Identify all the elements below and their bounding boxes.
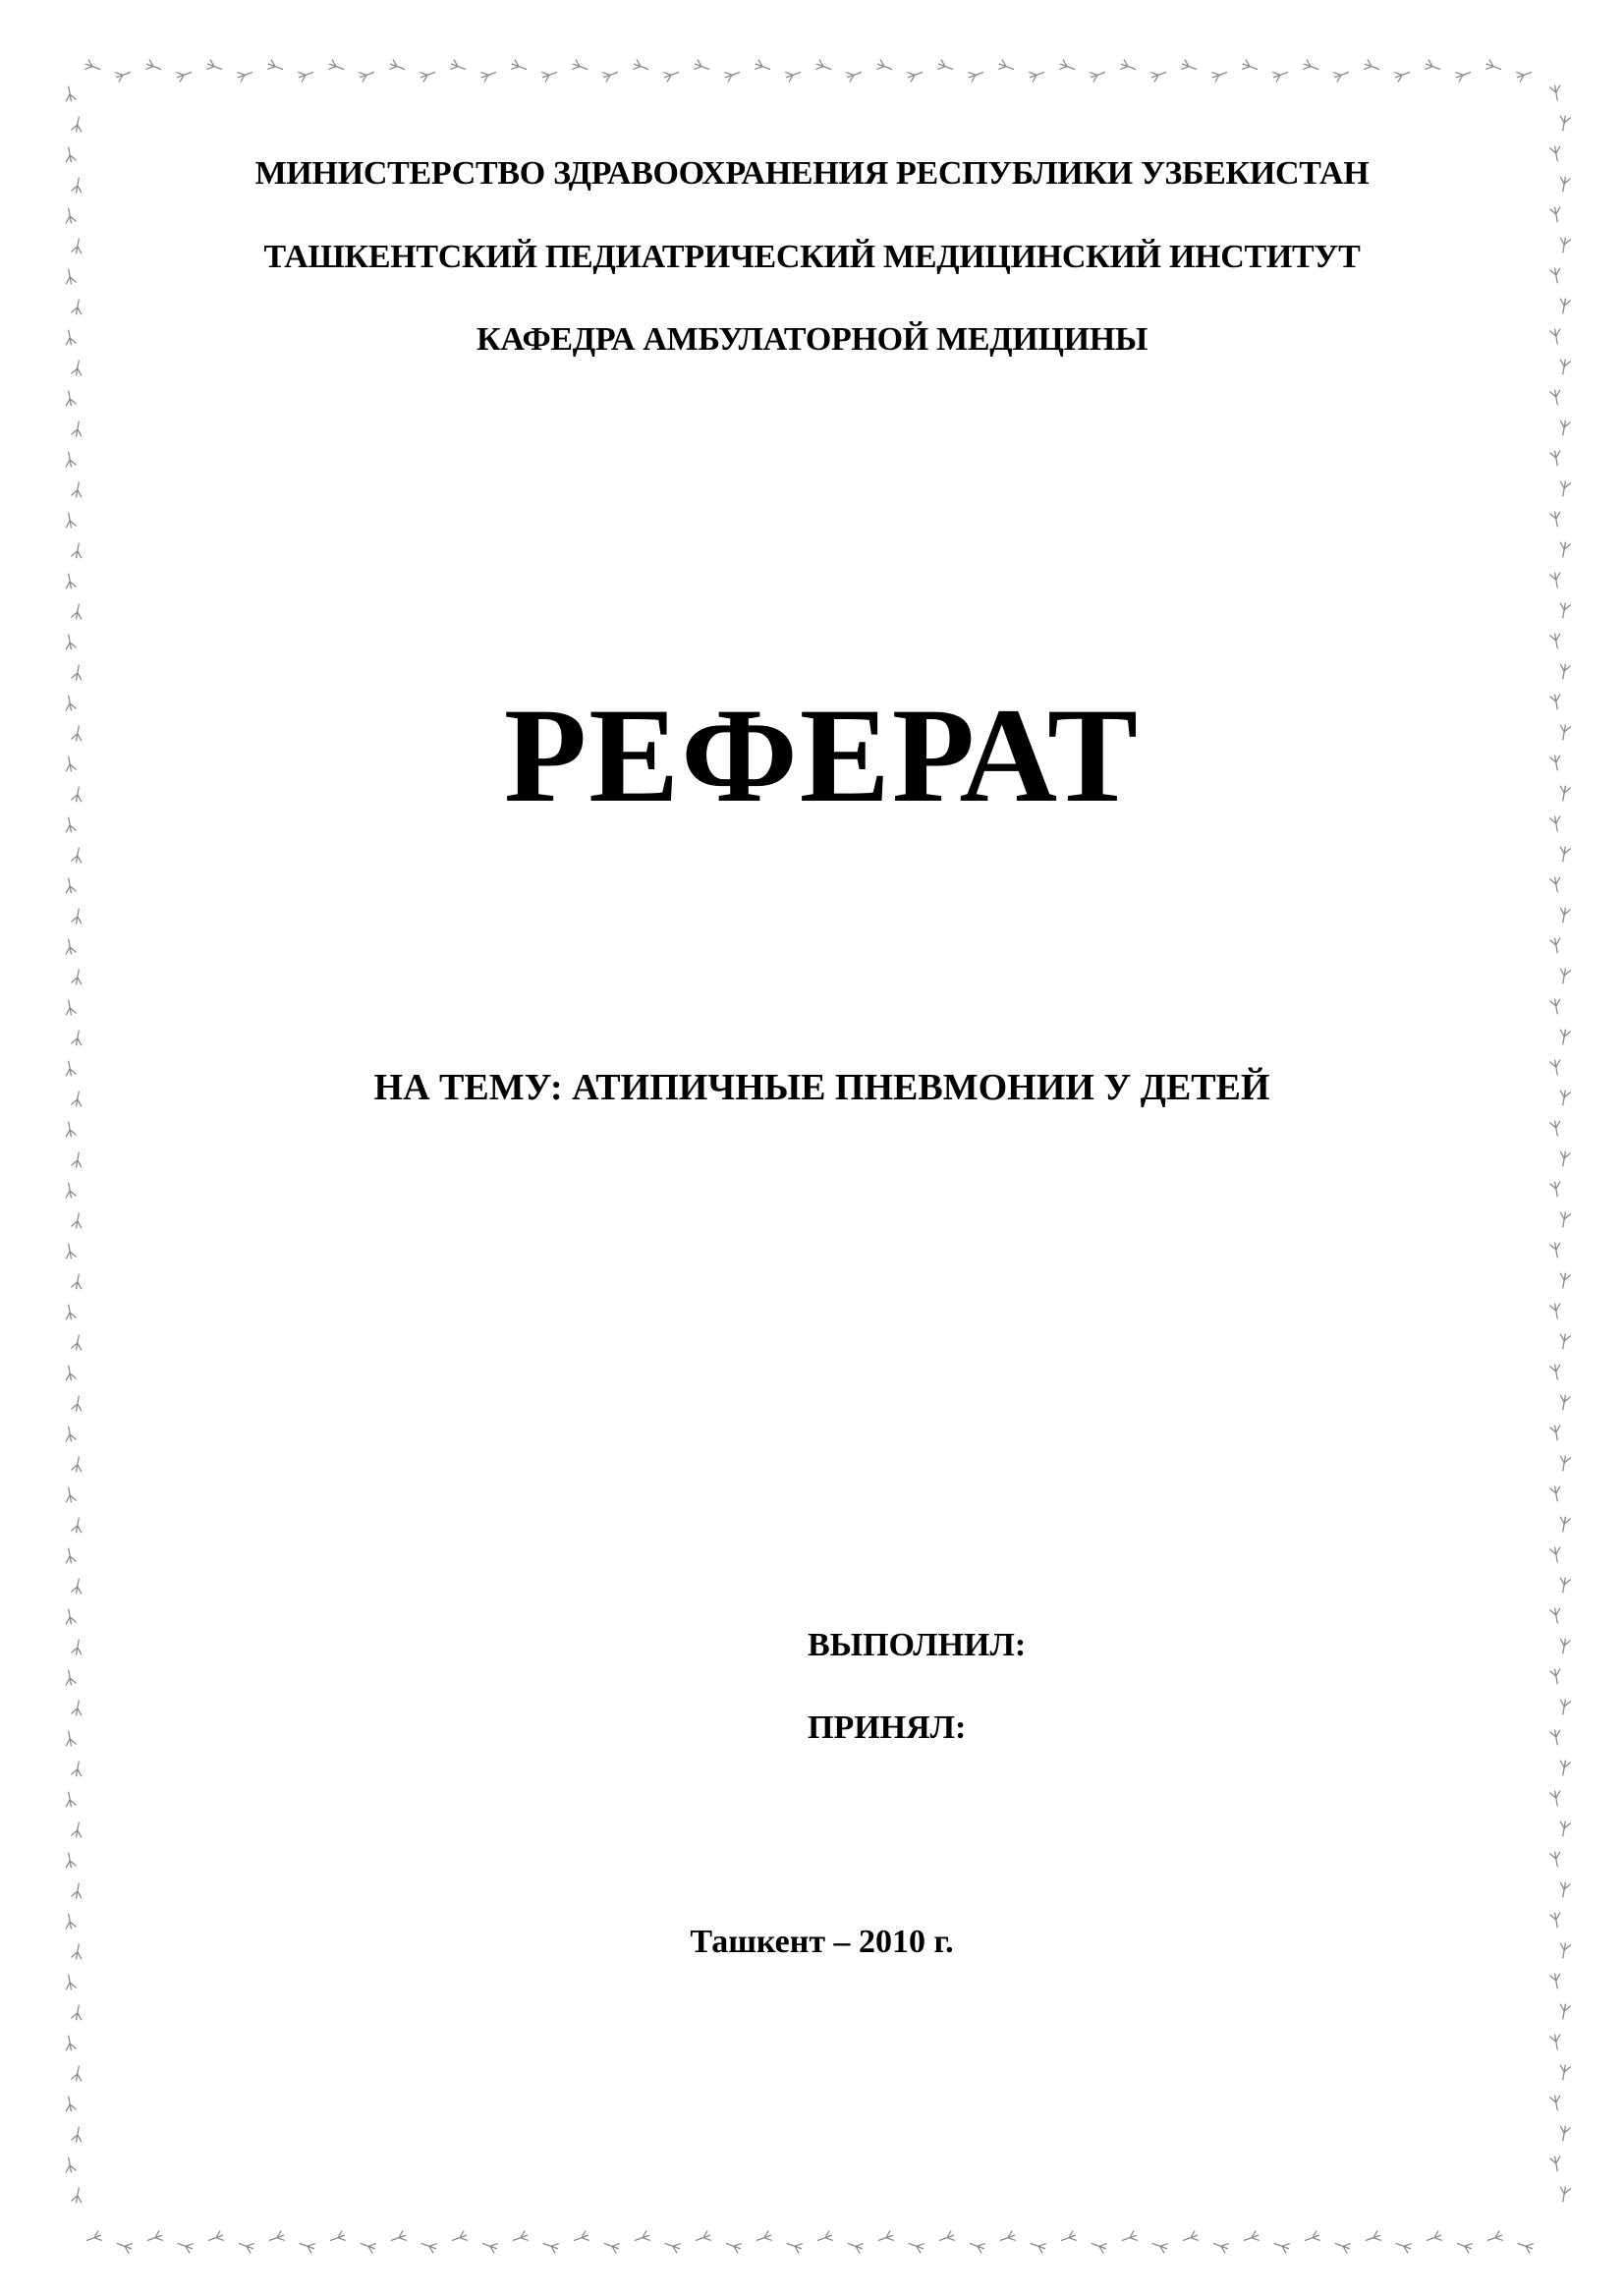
ministry-heading: МИНИСТЕРСТВО ЗДРАВООХРАНЕНИЯ РЕСПУБЛИКИ УЗБЕКИСТАН bbox=[254, 155, 1370, 192]
border-track-icon bbox=[1550, 633, 1562, 649]
border-track-icon bbox=[390, 2231, 408, 2246]
border-track-icon bbox=[1550, 1668, 1562, 1685]
border-track-icon bbox=[1550, 1790, 1562, 1807]
border-track-icon bbox=[1558, 602, 1570, 619]
border-track-icon bbox=[1486, 2231, 1504, 2246]
border-track-icon bbox=[1120, 60, 1138, 75]
border-track-icon bbox=[1182, 2231, 1200, 2246]
border-track-icon bbox=[64, 1547, 76, 1564]
border-track-icon bbox=[633, 60, 650, 75]
border-track-icon bbox=[1060, 2231, 1078, 2246]
border-track-icon bbox=[72, 1578, 84, 1595]
document-title: РЕФЕРАТ bbox=[503, 680, 1141, 830]
border-track-icon bbox=[177, 2239, 195, 2254]
border-track-icon bbox=[663, 68, 681, 83]
border-track-icon bbox=[206, 60, 224, 75]
accepted-by-label: ПРИНЯЛ: bbox=[808, 1709, 967, 1746]
border-track-icon bbox=[1456, 2239, 1474, 2254]
border-track-icon bbox=[72, 1395, 84, 1412]
border-track-icon bbox=[72, 2065, 84, 2082]
border-track-icon bbox=[64, 573, 76, 589]
border-track-icon bbox=[846, 68, 864, 83]
border-track-icon bbox=[1150, 68, 1168, 83]
border-track-icon bbox=[1550, 450, 1562, 467]
border-track-icon bbox=[1365, 2231, 1382, 2246]
border-track-icon bbox=[1558, 968, 1570, 984]
border-track-icon bbox=[1550, 1851, 1562, 1868]
department-heading: КАФЕДРА АМБУЛАТОРНОЙ МЕДИЦИНЫ bbox=[476, 321, 1148, 358]
border-track-icon bbox=[1558, 1577, 1570, 1594]
border-track-icon bbox=[1273, 2239, 1291, 2254]
border-track-icon bbox=[1394, 68, 1412, 83]
border-track-icon bbox=[1558, 359, 1570, 375]
border-track-icon bbox=[725, 2239, 743, 2254]
border-track-icon bbox=[84, 60, 102, 75]
border-track-icon bbox=[72, 2004, 84, 2021]
border-track-icon bbox=[1558, 1029, 1570, 1045]
border-track-icon bbox=[64, 1182, 76, 1199]
border-track-icon bbox=[72, 1456, 84, 1473]
border-track-icon bbox=[145, 60, 163, 75]
border-track-icon bbox=[1550, 1973, 1562, 1989]
border-track-icon bbox=[1333, 68, 1351, 83]
border-track-icon bbox=[1091, 2239, 1108, 2254]
border-track-icon bbox=[72, 116, 84, 133]
border-track-icon bbox=[1211, 68, 1229, 83]
border-track-icon bbox=[1550, 2156, 1562, 2172]
border-track-icon bbox=[1558, 907, 1570, 924]
border-track-icon bbox=[72, 1821, 84, 1838]
border-track-icon bbox=[785, 68, 803, 83]
border-track-icon bbox=[1550, 1546, 1562, 1563]
border-track-icon bbox=[64, 1791, 76, 1808]
border-track-icon bbox=[1550, 1303, 1562, 1319]
border-track-icon bbox=[1558, 663, 1570, 680]
border-track-icon bbox=[64, 512, 76, 529]
border-track-icon bbox=[572, 60, 589, 75]
border-track-icon bbox=[64, 999, 76, 1016]
border-track-icon bbox=[1558, 1699, 1570, 1715]
border-track-icon bbox=[72, 481, 84, 498]
border-track-icon bbox=[1550, 84, 1562, 101]
border-track-icon bbox=[1550, 2095, 1562, 2111]
city-year-footer: Ташкент – 2010 г. bbox=[690, 1924, 954, 1960]
border-track-icon bbox=[72, 2126, 84, 2143]
border-track-icon bbox=[1516, 68, 1534, 83]
border-track-icon bbox=[238, 2239, 255, 2254]
border-track-icon bbox=[1550, 1181, 1562, 1198]
border-track-icon bbox=[85, 2231, 103, 2246]
border-track-icon bbox=[1558, 2125, 1570, 2142]
border-track-icon bbox=[1550, 572, 1562, 588]
border-track-icon bbox=[1121, 2231, 1139, 2246]
border-track-icon bbox=[64, 1852, 76, 1869]
border-track-icon bbox=[573, 2231, 590, 2246]
border-track-icon bbox=[1558, 1881, 1570, 1898]
border-right-edge bbox=[1550, 84, 1571, 2203]
border-track-icon bbox=[451, 2231, 469, 2246]
border-track-icon bbox=[664, 2239, 682, 2254]
border-track-icon bbox=[116, 2239, 134, 2254]
border-track-icon bbox=[359, 68, 376, 83]
border-track-icon bbox=[420, 68, 437, 83]
border-track-icon bbox=[1550, 1729, 1562, 1746]
border-track-icon bbox=[389, 60, 407, 75]
border-track-icon bbox=[1550, 876, 1562, 893]
border-track-icon bbox=[72, 360, 84, 376]
border-track-icon bbox=[1558, 420, 1570, 436]
border-track-icon bbox=[756, 2231, 773, 2246]
border-track-icon bbox=[1517, 2239, 1535, 2254]
border-track-icon bbox=[64, 1974, 76, 1990]
border-track-icon bbox=[1558, 1455, 1570, 1472]
border-track-icon bbox=[64, 2035, 76, 2051]
border-track-icon bbox=[72, 2187, 84, 2204]
border-track-icon bbox=[64, 390, 76, 407]
border-track-icon bbox=[72, 1334, 84, 1351]
border-track-icon bbox=[1304, 2231, 1321, 2246]
border-track-icon bbox=[1334, 2239, 1352, 2254]
border-track-icon bbox=[815, 60, 833, 75]
border-track-icon bbox=[1242, 60, 1260, 75]
border-track-icon bbox=[1558, 1394, 1570, 1411]
border-track-icon bbox=[1558, 1333, 1570, 1350]
border-track-icon bbox=[1550, 998, 1562, 1015]
border-track-icon bbox=[1212, 2239, 1230, 2254]
border-track-icon bbox=[1550, 389, 1562, 406]
border-track-icon bbox=[1181, 60, 1199, 75]
border-track-icon bbox=[72, 299, 84, 315]
border-track-icon bbox=[1558, 1638, 1570, 1654]
border-track-icon bbox=[1558, 2186, 1570, 2203]
border-track-icon bbox=[1550, 1242, 1562, 1259]
border-track-icon bbox=[1029, 68, 1046, 83]
border-track-icon bbox=[1425, 60, 1442, 75]
border-track-icon bbox=[1558, 1272, 1570, 1289]
border-track-icon bbox=[64, 1365, 76, 1381]
border-track-icon bbox=[847, 2239, 865, 2254]
border-track-icon bbox=[299, 2239, 316, 2254]
border-track-icon bbox=[968, 68, 985, 83]
border-left-edge bbox=[64, 85, 84, 2204]
border-track-icon bbox=[72, 1273, 84, 1290]
institute-heading: ТАШКЕНТСКИЙ ПЕДИАТРИЧЕСКИЙ МЕДИЦИНСКИЙ ИНСТИТУТ bbox=[263, 239, 1361, 275]
border-track-icon bbox=[1303, 60, 1320, 75]
border-track-icon bbox=[1030, 2239, 1047, 2254]
border-track-icon bbox=[72, 969, 84, 985]
border-track-icon bbox=[1558, 1820, 1570, 1837]
border-track-icon bbox=[72, 420, 84, 437]
border-track-icon bbox=[695, 2231, 712, 2246]
border-track-icon bbox=[64, 1304, 76, 1320]
border-track-icon bbox=[64, 877, 76, 894]
border-track-icon bbox=[937, 60, 955, 75]
border-bottom-edge bbox=[85, 2231, 1535, 2254]
border-track-icon bbox=[72, 1882, 84, 1899]
border-track-icon bbox=[938, 2231, 956, 2246]
border-track-icon bbox=[969, 2239, 986, 2254]
border-track-icon bbox=[541, 68, 559, 83]
border-track-icon bbox=[64, 1121, 76, 1138]
border-track-icon bbox=[1550, 2034, 1562, 2050]
border-track-icon bbox=[360, 2239, 377, 2254]
border-track-icon bbox=[1550, 1120, 1562, 1137]
performed-by-label: ВЫПОЛНИЛ: bbox=[808, 1627, 1027, 1663]
border-track-icon bbox=[237, 68, 254, 83]
border-track-icon bbox=[542, 2239, 560, 2254]
border-top-edge bbox=[84, 60, 1534, 83]
border-track-icon bbox=[1558, 115, 1570, 132]
border-track-icon bbox=[1558, 1516, 1570, 1533]
border-track-icon bbox=[1558, 480, 1570, 497]
border-track-icon bbox=[72, 1639, 84, 1655]
border-track-icon bbox=[1550, 1607, 1562, 1624]
border-track-icon bbox=[1243, 2231, 1260, 2246]
border-track-icon bbox=[1550, 206, 1562, 223]
border-track-icon bbox=[146, 2231, 164, 2246]
border-track-icon bbox=[481, 2239, 499, 2254]
border-track-icon bbox=[724, 68, 742, 83]
border-track-icon bbox=[1550, 1485, 1562, 1502]
border-track-icon bbox=[1550, 1425, 1562, 1441]
border-track-icon bbox=[511, 60, 529, 75]
border-track-icon bbox=[64, 85, 76, 102]
border-track-icon bbox=[1059, 60, 1077, 75]
border-track-icon bbox=[907, 68, 924, 83]
border-track-icon bbox=[1558, 2003, 1570, 2020]
border-track-icon bbox=[207, 2231, 225, 2246]
border-track-icon bbox=[755, 60, 772, 75]
border-track-icon bbox=[64, 634, 76, 650]
border-track-icon bbox=[1090, 68, 1107, 83]
border-track-icon bbox=[450, 60, 468, 75]
border-track-icon bbox=[602, 68, 620, 83]
border-track-icon bbox=[1550, 1364, 1562, 1380]
border-track-icon bbox=[876, 60, 894, 75]
border-track-icon bbox=[64, 1243, 76, 1260]
border-track-icon bbox=[634, 2231, 651, 2246]
border-track-icon bbox=[420, 2239, 438, 2254]
border-track-icon bbox=[1558, 1150, 1570, 1167]
border-track-icon bbox=[72, 664, 84, 681]
border-track-icon bbox=[72, 847, 84, 864]
border-track-icon bbox=[1558, 1211, 1570, 1228]
border-track-icon bbox=[694, 60, 711, 75]
border-track-icon bbox=[329, 2231, 347, 2246]
border-track-icon bbox=[176, 68, 194, 83]
border-track-icon bbox=[64, 207, 76, 224]
border-track-icon bbox=[786, 2239, 804, 2254]
border-track-icon bbox=[64, 938, 76, 955]
border-track-icon bbox=[298, 68, 315, 83]
border-track-icon bbox=[999, 2231, 1017, 2246]
border-track-icon bbox=[64, 2096, 76, 2112]
border-track-icon bbox=[1558, 2064, 1570, 2081]
border-track-icon bbox=[268, 2231, 286, 2246]
border-track-icon bbox=[1558, 541, 1570, 558]
border-track-icon bbox=[64, 1608, 76, 1625]
border-track-icon bbox=[1550, 937, 1562, 954]
border-track-icon bbox=[1364, 60, 1381, 75]
border-track-icon bbox=[1426, 2231, 1443, 2246]
border-track-icon bbox=[72, 1212, 84, 1229]
border-track-icon bbox=[64, 451, 76, 468]
border-track-icon bbox=[72, 1030, 84, 1046]
border-track-icon bbox=[1558, 298, 1570, 314]
border-track-icon bbox=[72, 1700, 84, 1716]
border-track-icon bbox=[908, 2239, 925, 2254]
border-track-icon bbox=[603, 2239, 621, 2254]
border-track-icon bbox=[1558, 1760, 1570, 1776]
border-track-icon bbox=[816, 2231, 834, 2246]
border-track-icon bbox=[72, 542, 84, 559]
border-track-icon bbox=[1272, 68, 1290, 83]
topic-line: НА ТЕМУ: АТИПИЧНЫЕ ПНЕВМОНИИ У ДЕТЕЙ bbox=[373, 1067, 1270, 1108]
border-track-icon bbox=[64, 1669, 76, 1686]
border-track-icon bbox=[267, 60, 285, 75]
border-track-icon bbox=[1485, 60, 1503, 75]
border-track-icon bbox=[72, 1517, 84, 1534]
border-track-icon bbox=[72, 1761, 84, 1777]
border-track-icon bbox=[72, 1151, 84, 1168]
border-track-icon bbox=[328, 60, 346, 75]
border-track-icon bbox=[1558, 846, 1570, 863]
border-track-icon bbox=[1550, 511, 1562, 528]
border-track-icon bbox=[115, 68, 133, 83]
border-track-icon bbox=[512, 2231, 530, 2246]
border-track-icon bbox=[1455, 68, 1473, 83]
border-track-icon bbox=[64, 1730, 76, 1747]
border-track-icon bbox=[877, 2231, 895, 2246]
border-track-icon bbox=[1151, 2239, 1169, 2254]
border-track-icon bbox=[998, 60, 1016, 75]
border-track-icon bbox=[72, 603, 84, 620]
border-track-icon bbox=[480, 68, 498, 83]
border-track-icon bbox=[64, 1426, 76, 1442]
border-track-icon bbox=[64, 2156, 76, 2173]
border-track-icon bbox=[1395, 2239, 1413, 2254]
border-track-icon bbox=[64, 1486, 76, 1503]
border-track-icon bbox=[72, 908, 84, 924]
